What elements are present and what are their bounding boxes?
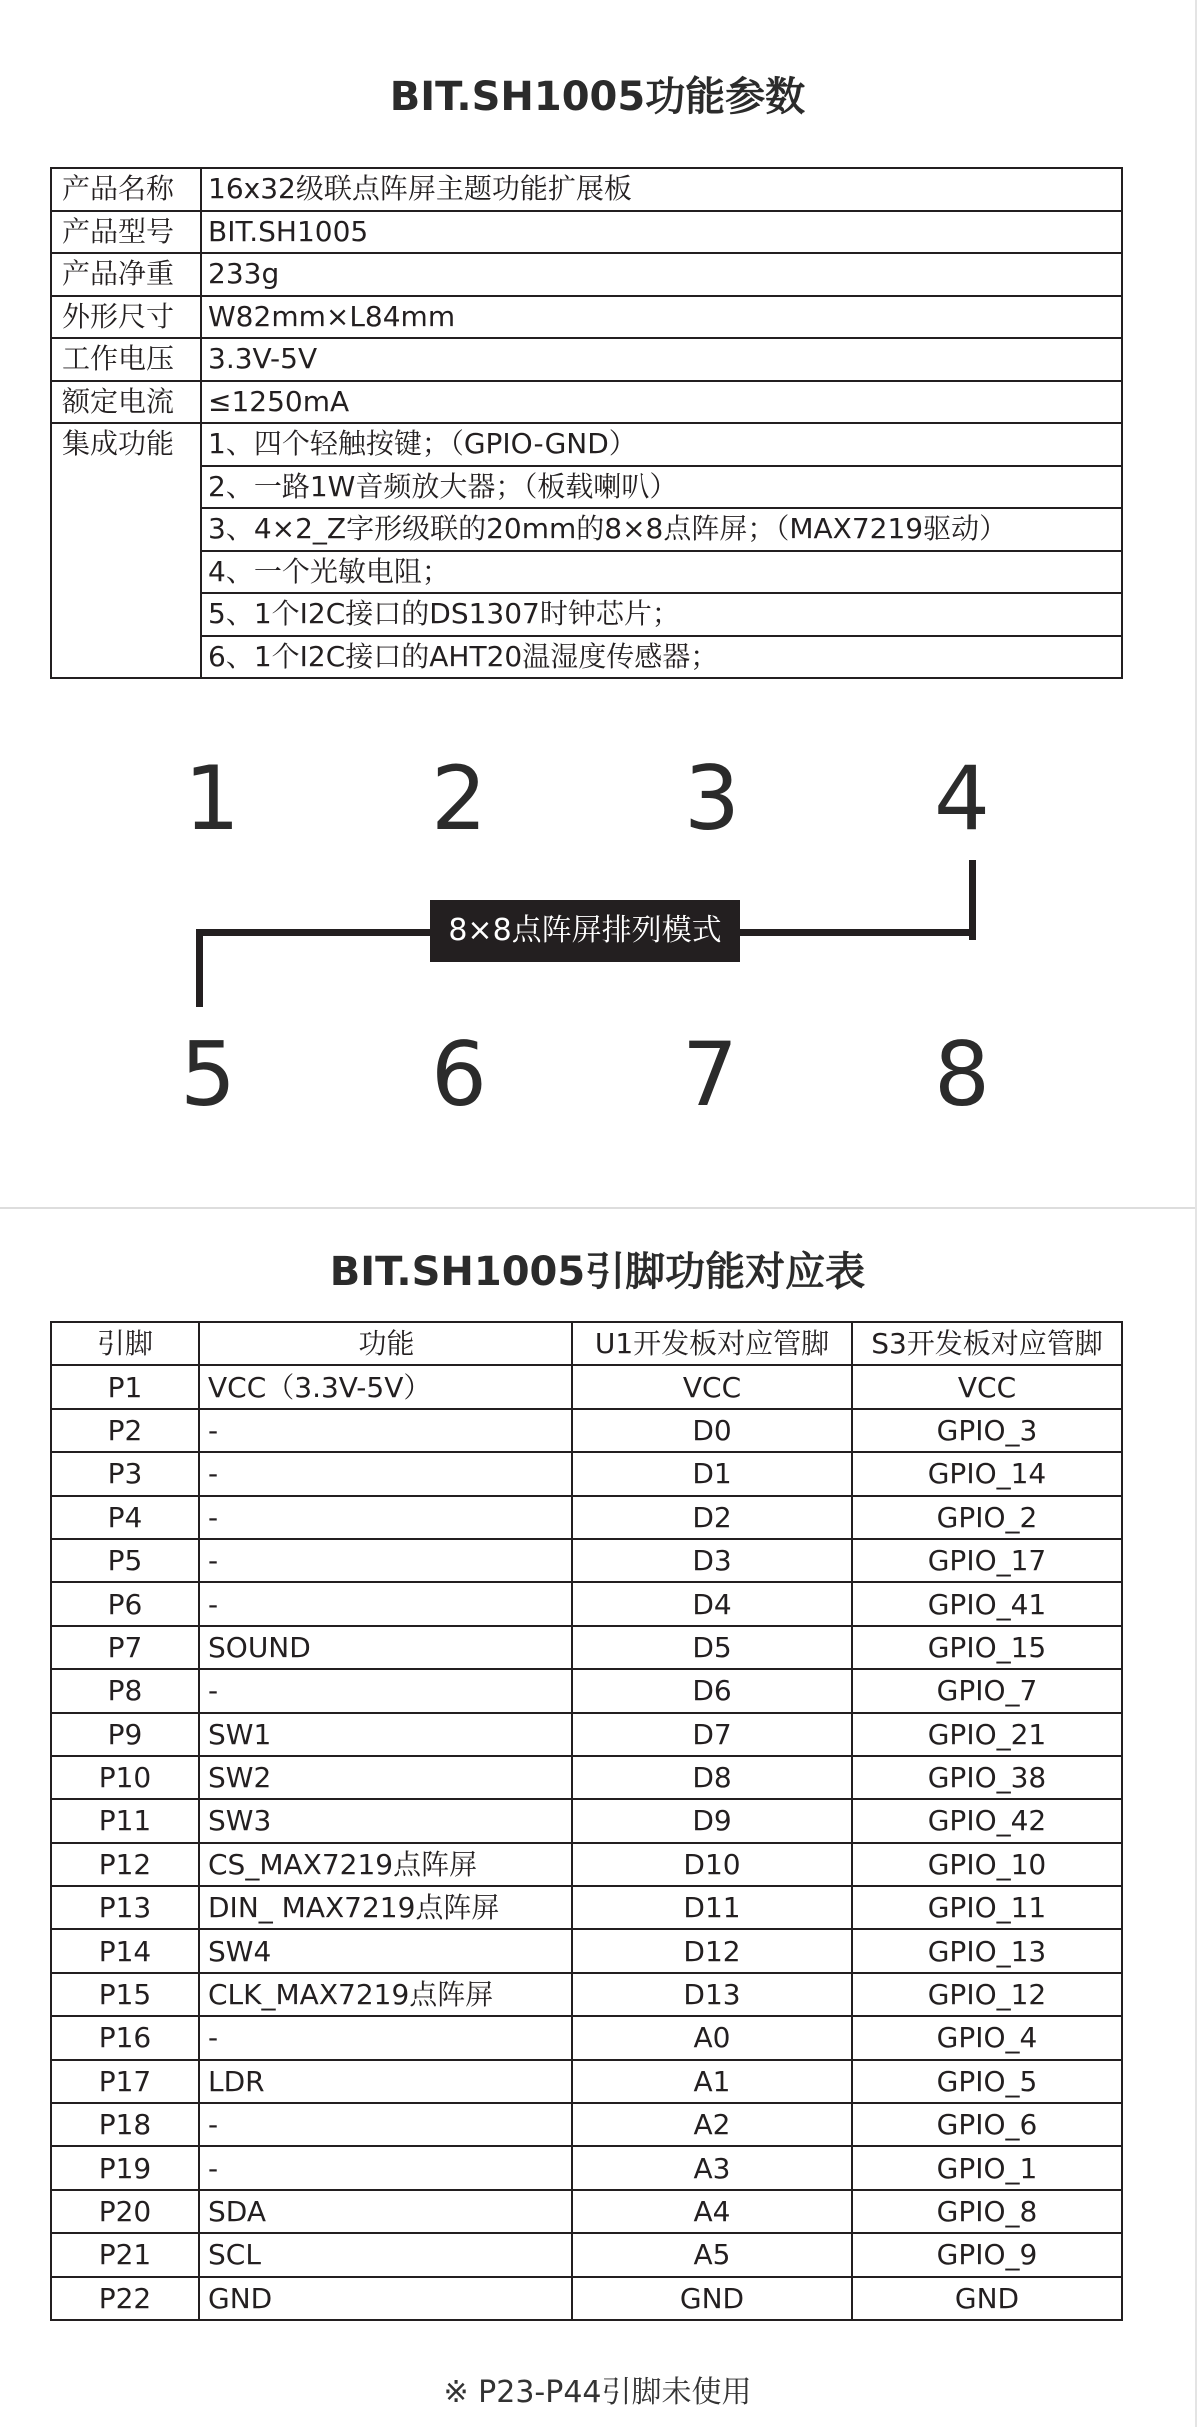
pin-function-cell: LDR	[199, 2060, 572, 2103]
pin-function-cell: VCC（3.3V-5V）	[199, 1365, 572, 1408]
spec-feature-row	[51, 423, 1122, 466]
spec-feature-row	[51, 636, 1122, 679]
s3-pin-cell: GND	[852, 2277, 1122, 2320]
s3-pin-cell: GPIO_17	[852, 1539, 1122, 1582]
pin-function-cell: CS_MAX7219点阵屏	[199, 1843, 572, 1886]
spec-feature-item: 2、一路1W音频放大器；（板载喇叭）	[201, 466, 1122, 509]
matrix-number-4: 4	[934, 747, 990, 850]
table-row	[51, 1496, 1122, 1539]
pin-function-cell: GND	[199, 2277, 572, 2320]
pin-function-cell: -	[199, 1582, 572, 1625]
pin-number-cell: P11	[51, 1799, 199, 1842]
spec-feature-row	[51, 593, 1122, 636]
table-row	[51, 1582, 1122, 1625]
s3-pin-cell: GPIO_6	[852, 2103, 1122, 2146]
matrix-number-6: 6	[431, 1023, 487, 1126]
s3-pin-cell: GPIO_7	[852, 1669, 1122, 1712]
spec-feature-row	[51, 508, 1122, 551]
pin-table	[50, 1321, 1123, 2321]
s3-pin-cell: GPIO_21	[852, 1713, 1122, 1756]
s3-pin-cell: GPIO_14	[852, 1452, 1122, 1495]
u1-pin-cell: A2	[572, 2103, 852, 2146]
u1-pin-cell: D3	[572, 1539, 852, 1582]
s3-pin-cell: GPIO_42	[852, 1799, 1122, 1842]
pin-function-cell: -	[199, 1539, 572, 1582]
header-s3-pin: S3开发板对应管脚	[852, 1322, 1122, 1365]
table-row	[51, 1365, 1122, 1408]
pin-function-cell: SW2	[199, 1756, 572, 1799]
spec-feature-item: 6、1个I2C接口的AHT20温湿度传感器；	[201, 636, 1122, 679]
pin-function-cell: SDA	[199, 2190, 572, 2233]
pin-function-cell: -	[199, 1452, 572, 1495]
pin-function-cell: -	[199, 2146, 572, 2189]
footnote: ※ P23-P44引脚未使用	[443, 2375, 752, 2410]
header-pin: 引脚	[51, 1322, 199, 1365]
table-row	[51, 1886, 1122, 1929]
table-row	[51, 2103, 1122, 2146]
s3-pin-cell: GPIO_12	[852, 1973, 1122, 2016]
pin-table-header-row	[51, 1322, 1122, 1365]
u1-pin-cell: D6	[572, 1669, 852, 1712]
header-u1-pin: U1开发板对应管脚	[572, 1322, 852, 1365]
u1-pin-cell: D8	[572, 1756, 852, 1799]
arrangement-mode-label: 8×8点阵屏排列模式	[430, 900, 740, 962]
s3-pin-cell: GPIO_9	[852, 2233, 1122, 2276]
spec-row	[51, 338, 1122, 381]
spec-value: 3.3V-5V	[201, 338, 1122, 381]
matrix-number-1: 1	[184, 747, 240, 850]
spec-row	[51, 381, 1122, 424]
u1-pin-cell: D5	[572, 1626, 852, 1669]
s3-pin-cell: GPIO_13	[852, 1929, 1122, 1972]
matrix-number-3: 3	[684, 747, 740, 850]
connector-line-right	[969, 860, 976, 940]
spec-key: 产品型号	[51, 211, 201, 254]
pin-number-cell: P13	[51, 1886, 199, 1929]
spec-title: BIT.SH1005功能参数	[389, 74, 806, 120]
pin-number-cell: P21	[51, 2233, 199, 2276]
pin-number-cell: P2	[51, 1409, 199, 1452]
pin-function-cell: -	[199, 1669, 572, 1712]
u1-pin-cell: D11	[572, 1886, 852, 1929]
u1-pin-cell: D7	[572, 1713, 852, 1756]
pin-function-cell: SW3	[199, 1799, 572, 1842]
pin-number-cell: P20	[51, 2190, 199, 2233]
pin-function-cell: -	[199, 1496, 572, 1539]
pin-number-cell: P4	[51, 1496, 199, 1539]
s3-pin-cell: GPIO_5	[852, 2060, 1122, 2103]
u1-pin-cell: A5	[572, 2233, 852, 2276]
table-row	[51, 1452, 1122, 1495]
table-row	[51, 1713, 1122, 1756]
spec-feature-row	[51, 466, 1122, 509]
pin-function-cell: SW1	[199, 1713, 572, 1756]
u1-pin-cell: D1	[572, 1452, 852, 1495]
u1-pin-cell: D10	[572, 1843, 852, 1886]
pin-number-cell: P14	[51, 1929, 199, 1972]
spec-table	[50, 167, 1123, 679]
table-row	[51, 1669, 1122, 1712]
matrix-number-5: 5	[180, 1023, 236, 1126]
table-row	[51, 1626, 1122, 1669]
pin-number-cell: P8	[51, 1669, 199, 1712]
table-row	[51, 2233, 1122, 2276]
matrix-number-7: 7	[682, 1023, 738, 1126]
s3-pin-cell: GPIO_15	[852, 1626, 1122, 1669]
s3-pin-cell: GPIO_10	[852, 1843, 1122, 1886]
spec-key: 工作电压	[51, 338, 201, 381]
table-row	[51, 1973, 1122, 2016]
pin-function-cell: -	[199, 2103, 572, 2146]
pin-number-cell: P22	[51, 2277, 199, 2320]
pin-function-cell: SW4	[199, 1929, 572, 1972]
pin-number-cell: P9	[51, 1713, 199, 1756]
pin-number-cell: P1	[51, 1365, 199, 1408]
spec-key: 额定电流	[51, 381, 201, 424]
u1-pin-cell: D13	[572, 1973, 852, 2016]
u1-pin-cell: D0	[572, 1409, 852, 1452]
u1-pin-cell: GND	[572, 2277, 852, 2320]
table-row	[51, 1799, 1122, 1842]
spec-key: 产品净重	[51, 253, 201, 296]
u1-pin-cell: D2	[572, 1496, 852, 1539]
pin-function-cell: -	[199, 2016, 572, 2059]
pin-number-cell: P5	[51, 1539, 199, 1582]
spec-key-features: 集成功能	[51, 423, 201, 678]
table-row	[51, 2060, 1122, 2103]
table-row	[51, 1756, 1122, 1799]
spec-value: ≤1250mA	[201, 381, 1122, 424]
spec-key: 外形尺寸	[51, 296, 201, 339]
spec-value: 16x32级联点阵屏主题功能扩展板	[201, 168, 1122, 211]
s3-pin-cell: GPIO_41	[852, 1582, 1122, 1625]
pin-number-cell: P17	[51, 2060, 199, 2103]
spec-feature-item: 1、四个轻触按键；（GPIO-GND）	[201, 423, 1122, 466]
table-row	[51, 1409, 1122, 1452]
spec-row	[51, 211, 1122, 254]
u1-pin-cell: A3	[572, 2146, 852, 2189]
pin-number-cell: P18	[51, 2103, 199, 2146]
s3-pin-cell: GPIO_2	[852, 1496, 1122, 1539]
spec-value: W82mm×L84mm	[201, 296, 1122, 339]
pin-function-cell: DIN_ MAX7219点阵屏	[199, 1886, 572, 1929]
spec-feature-item: 3、4×2_Z字形级联的20mm的8×8点阵屏；（MAX7219驱动）	[201, 508, 1122, 551]
s3-pin-cell: GPIO_11	[852, 1886, 1122, 1929]
s3-pin-cell: GPIO_38	[852, 1756, 1122, 1799]
u1-pin-cell: D12	[572, 1929, 852, 1972]
pin-function-cell: SCL	[199, 2233, 572, 2276]
table-row	[51, 2277, 1122, 2320]
spec-row	[51, 168, 1122, 211]
spec-row	[51, 253, 1122, 296]
spec-feature-item: 4、一个光敏电阻；	[201, 551, 1122, 594]
pin-number-cell: P12	[51, 1843, 199, 1886]
page-edge-line	[1195, 0, 1197, 2427]
s3-pin-cell: GPIO_8	[852, 2190, 1122, 2233]
u1-pin-cell: A4	[572, 2190, 852, 2233]
spec-feature-row	[51, 551, 1122, 594]
spec-feature-item: 5、1个I2C接口的DS1307时钟芯片；	[201, 593, 1122, 636]
pin-number-cell: P7	[51, 1626, 199, 1669]
u1-pin-cell: A1	[572, 2060, 852, 2103]
spec-row	[51, 296, 1122, 339]
pins-title: BIT.SH1005引脚功能对应表	[329, 1249, 866, 1295]
matrix-number-8: 8	[934, 1023, 990, 1126]
pin-function-cell: -	[199, 1409, 572, 1452]
pin-function-cell: SOUND	[199, 1626, 572, 1669]
pin-number-cell: P19	[51, 2146, 199, 2189]
s3-pin-cell: GPIO_1	[852, 2146, 1122, 2189]
spec-value: BIT.SH1005	[201, 211, 1122, 254]
table-row	[51, 2016, 1122, 2059]
connector-line-left	[196, 929, 203, 1007]
header-function: 功能	[199, 1322, 572, 1365]
table-row	[51, 2146, 1122, 2189]
u1-pin-cell: VCC	[572, 1365, 852, 1408]
u1-pin-cell: D4	[572, 1582, 852, 1625]
spec-value: 233g	[201, 253, 1122, 296]
pin-number-cell: P16	[51, 2016, 199, 2059]
u1-pin-cell: A0	[572, 2016, 852, 2059]
table-row	[51, 2190, 1122, 2233]
u1-pin-cell: D9	[572, 1799, 852, 1842]
table-row	[51, 1929, 1122, 1972]
spec-key: 产品名称	[51, 168, 201, 211]
pin-function-cell: CLK_MAX7219点阵屏	[199, 1973, 572, 2016]
s3-pin-cell: GPIO_3	[852, 1409, 1122, 1452]
table-row	[51, 1843, 1122, 1886]
pin-number-cell: P3	[51, 1452, 199, 1495]
s3-pin-cell: GPIO_4	[852, 2016, 1122, 2059]
pin-number-cell: P10	[51, 1756, 199, 1799]
section-divider	[0, 1207, 1195, 1209]
table-row	[51, 1539, 1122, 1582]
pin-number-cell: P15	[51, 1973, 199, 2016]
s3-pin-cell: VCC	[852, 1365, 1122, 1408]
matrix-number-2: 2	[431, 747, 487, 850]
pin-number-cell: P6	[51, 1582, 199, 1625]
